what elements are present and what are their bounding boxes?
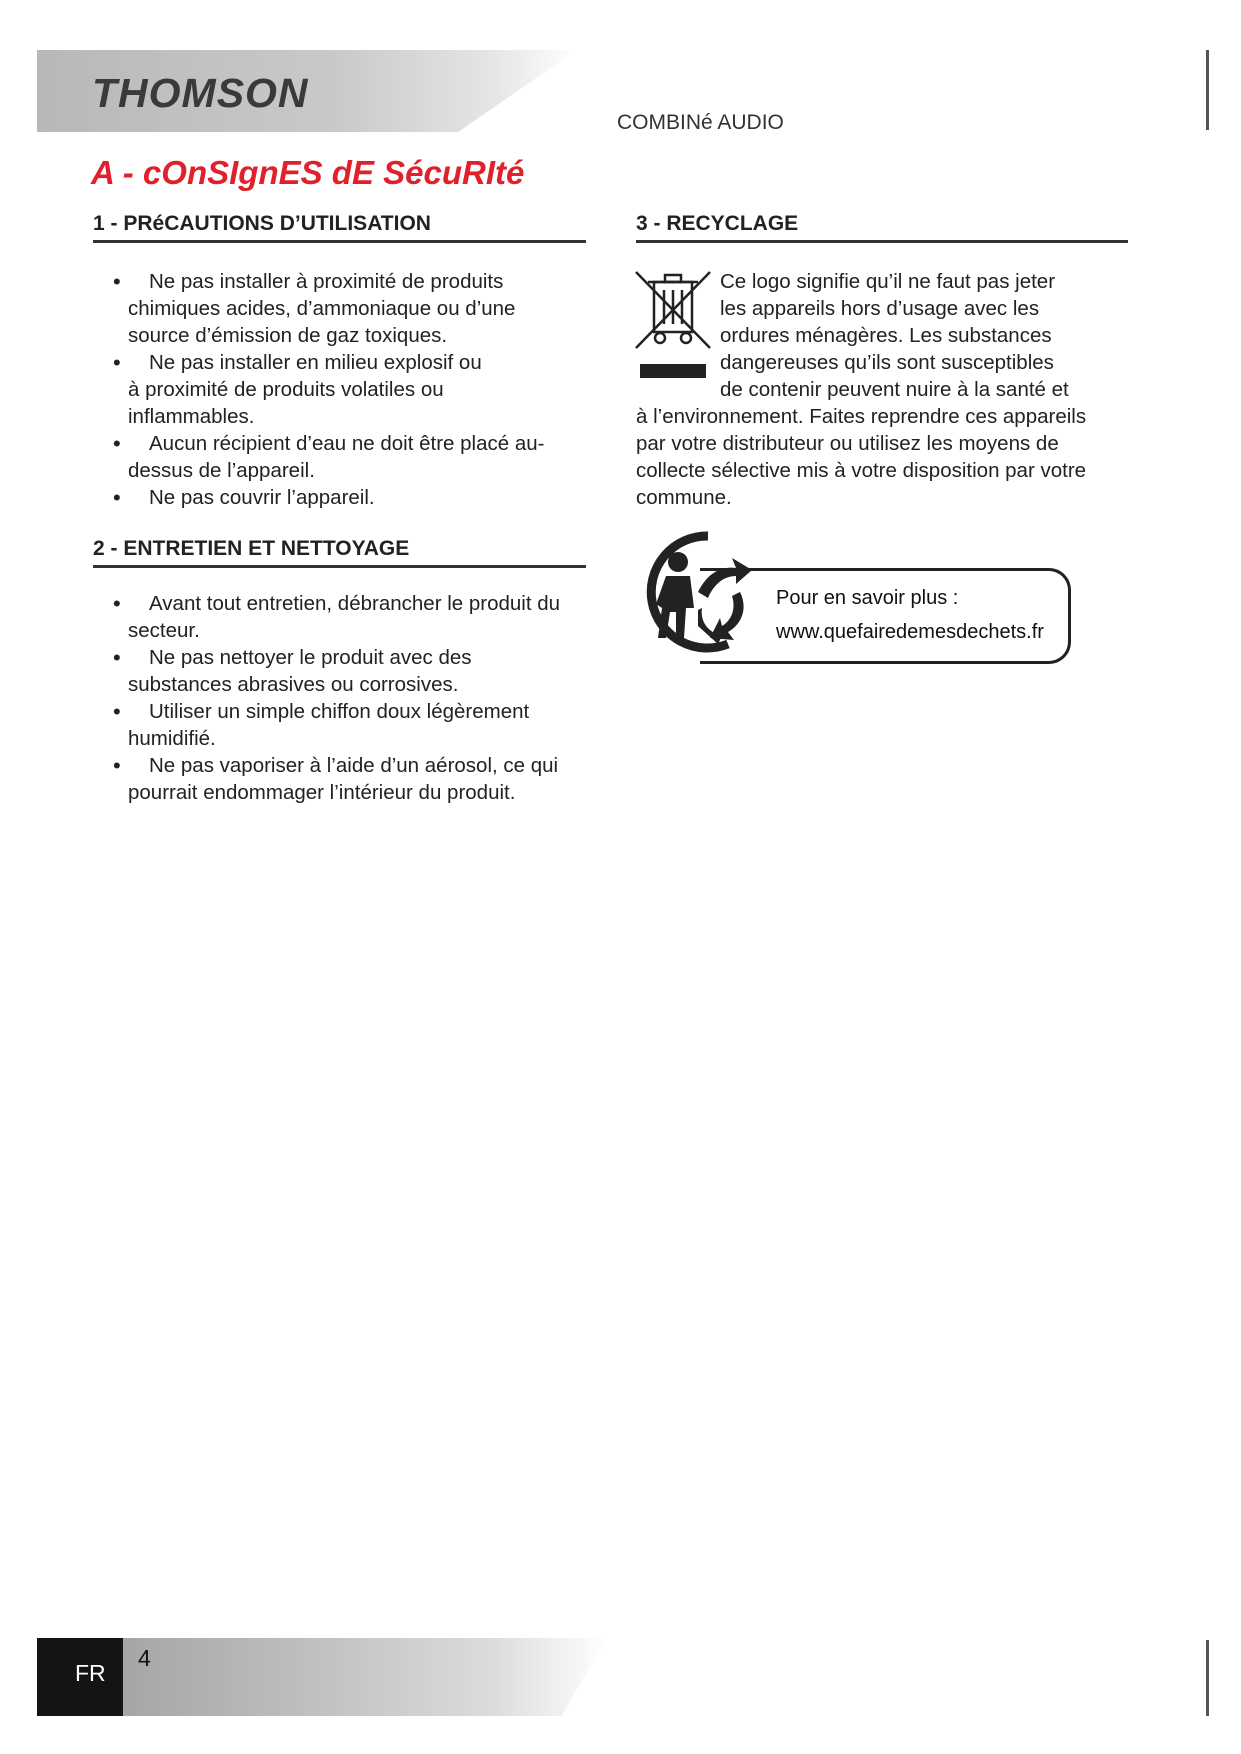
list-item: • Ne pas couvrir l’appareil. xyxy=(91,484,591,511)
callout-box xyxy=(700,568,1071,664)
section1-heading: 1 - PRéCAUTIONS D’UTILISATION xyxy=(93,212,586,243)
list-item: • Utiliser un simple chiffon doux légèrement humidifié. xyxy=(91,698,601,752)
recycling-text: à l’environnement. Faites reprendre ces appareils par votre distributeur ou utilisez les moyens de collecte sélective mis à votre disposition par votre commune. xyxy=(636,405,1087,509)
header-edge-bar xyxy=(1206,50,1209,130)
recycling-text-indented: Ce logo signifie qu’il ne faut pas jeter les appareils hors d’usage avec les ordures ménagères. Les substances dangereuses qu’ils sont susceptibles de contenir peuvent nuire à la santé et xyxy=(720,270,1069,401)
list-item: • Ne pas installer à proximité de produits chimiques acides, d’ammoniaque ou d’une source d’émission de gaz toxiques. xyxy=(91,268,591,349)
document-subtitle: COMBINé AUDIO xyxy=(617,111,784,134)
section2-list xyxy=(91,590,601,806)
language-badge: FR xyxy=(37,1638,123,1716)
list-item: • Ne pas nettoyer le produit avec des substances abrasives ou corrosives. xyxy=(91,644,601,698)
footer-edge-bar xyxy=(1206,1640,1209,1716)
list-item: • Ne pas installer en milieu explosif ou à proximité de produits volatiles ou inflammables. xyxy=(91,349,591,430)
section1-list xyxy=(91,268,591,511)
section2-heading: 2 - ENTRETIEN ET NETTOYAGE xyxy=(93,537,586,568)
list-item: • Avant tout entretien, débrancher le produit du secteur. xyxy=(91,590,601,644)
weee-crossed-bin-icon xyxy=(632,268,714,382)
page-number: 4 xyxy=(138,1645,151,1671)
callout-line-1: Pour en savoir plus : xyxy=(776,587,959,609)
brand-logo: THOMSON xyxy=(92,70,309,116)
section3-heading: 3 - RECYCLAGE xyxy=(636,212,1128,243)
list-item: • Aucun récipient d’eau ne doit être placé au- dessus de l’appareil. xyxy=(91,430,591,484)
callout-link[interactable]: www.quefairedemesdechets.fr xyxy=(776,621,1044,643)
page-title: A - cOnSIgnES dE SécuRIté xyxy=(91,154,525,191)
list-item: • Ne pas vaporiser à l’aide d’un aérosol, ce qui pourrait endommager l’intérieur du produit. xyxy=(91,752,601,806)
